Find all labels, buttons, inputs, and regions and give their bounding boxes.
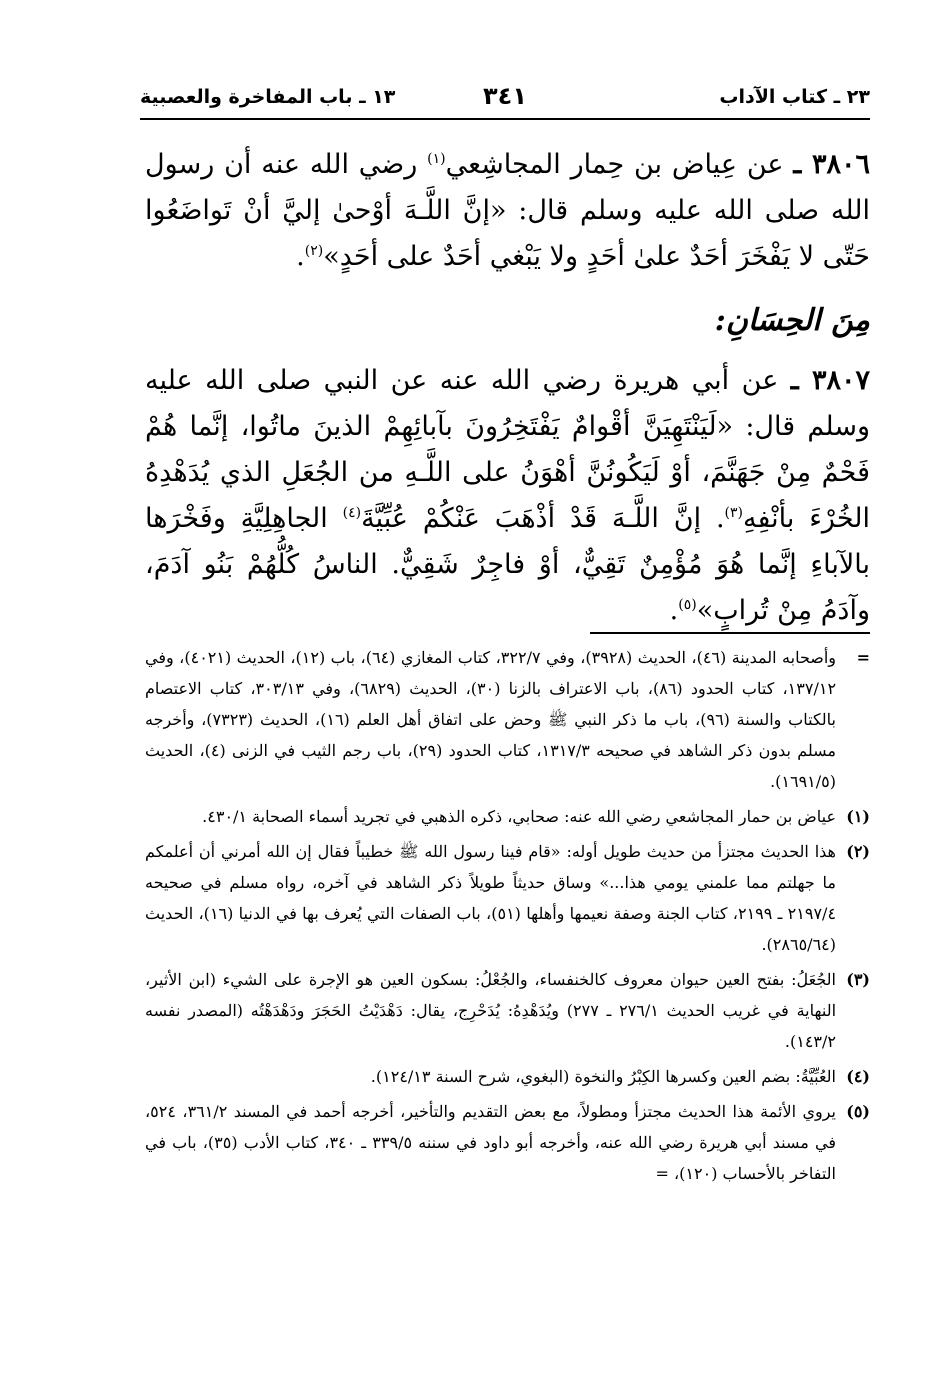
hadith-text: عن عِياض بن حِمار المجاشِعي (445, 149, 784, 180)
hadith-3807 (145, 358, 870, 634)
section-heading: مِنَ الحِسَانِ: (714, 303, 870, 338)
section-title-header: ١٣ ـ باب المفاخرة والعصبية (140, 86, 396, 108)
footnote-5 (145, 1096, 870, 1189)
hadith-text: الجاهِلِيَّةِ وفَخْرَها بالآباءِ إنَّما هُوَ مُؤْمِنٌ تَقِيٌّ، أوْ فاجِرٌ شَقِيٌّ. الناسُ كُلُّهُمْ بَنُو آدَمَ، وآدَمُ مِنْ تُرابٍ» (145, 503, 870, 626)
footnote-ref: (٣) (724, 505, 743, 521)
footnote-marker: (٤) (846, 1067, 870, 1086)
footnote-separator (590, 632, 870, 634)
footnote-ref: (٢) (304, 243, 324, 259)
footnote-text: الجُعَلُ: بفتح العين حيوان معروف كالخنفساء، والجُعْلُ: بسكون العين هو الإجرة على الشيء (ابن الأثير، النهاية في غريب الحديث ٢٧٦/١ ـ ٢٧٧) ويُدَهْدِهُ: يُدَحْرِج، يقال: دَهْدَيْتُ الحَجَرَ ودَهْدَهْتُه (المصدر نفسه ١٤٣/٢). (145, 970, 837, 1051)
footnote-marker: (١) (846, 807, 870, 826)
footnote-3 (145, 964, 870, 1057)
footnote-text: عياض بن حمار المجاشعي رضي الله عنه: صحابي، ذكره الذهبي في تجريد أسماء الصحابة ٤٣٠/١. (202, 807, 836, 826)
footnote-marker: (٣) (846, 970, 870, 989)
footnote-ref: (٥) (678, 597, 697, 613)
footnote-marker: (٢) (846, 842, 870, 861)
footnote-ref: (١) (427, 151, 446, 167)
hadith-text: عن أبي هريرة رضي الله عنه عن النبي صلى الله عليه وسلم قال: «لَيَنْتَهِيَنَّ أقْوامٌ يَفْتَخِرُونَ بآبائِهِمْ الذينَ ماتُوا، إنَّما هُمْ فَحْمٌ مِنْ جَهَنَّمَ، أوْ لَيَكُونُنَّ أهْوَنُ على اللَّـهِ من الجُعَلِ الذي يُدَهْدِهُ الخُرْءَ بأنْفِهِ (145, 365, 870, 534)
footnote-ref: (٤) (342, 505, 362, 521)
hadith-3806 (145, 142, 870, 280)
footnote-text: وأصحابه المدينة (٤٦)، الحديث (٣٩٢٨)، وفي ٣٢٢/٧، كتاب المغازي (٦٤)، باب (١٢)، الحديث (٤٠٢١)، وفي ١٣٧/١٢، كتاب الحدود (٨٦)، باب الاعتراف بالزنا (٣٠)، الحديث (٦٨٢٩)، وفي ٣٠٣/١٣، كتاب الاعتصام بالكتاب والسنة (٩٦)، باب ما ذكر النبي ﷺ وحض على اتفاق أهل العلم (١٦)، الحديث (٧٣٢٣)، وأخرجه مسلم بدون ذكر الشاهد في صحيحه ١٣١٧/٣، كتاب الحدود (٢٩)، باب رجم الثيب في الزنى (٤)، الحديث (١٦٩١/٥). (145, 648, 837, 791)
footnote-text: يروي الأئمة هذا الحديث مجتزأ ومطولاً، مع بعض التقديم والتأخير، أخرجه أحمد في المسند ٣٦١/٢، ٥٢٤، في مسند أبي هريرة رضي الله عنه، وأخرجه أبو داود في سننه ٣٣٩/٥ ـ ٣٤٠، كتاب الأدب (٣٥)، باب في التفاخر بالأحساب (١٢٠)، = (145, 1102, 837, 1183)
hadith-text: . إنَّ اللَّـهَ قَدْ أذْهَبَ عَنْكُمْ عُبِّيَّةَ (361, 503, 725, 534)
hadith-text: رضي الله عنه أن رسول الله صلى الله عليه وسلم قال: «إنَّ اللَّـهَ أوْحىٰ إليَّ أنْ تَواضَعُوا حَتّى لا يَفْخَرَ أحَدٌ علىٰ أحَدٍ ولا يَبْغي أحَدٌ على أحَدٍ» (145, 149, 870, 272)
chapter-title: ٢٣ ـ كتاب الآداب (719, 86, 870, 108)
footnote-continuation (145, 642, 870, 797)
main-text (145, 142, 870, 634)
footnote-marker: (٥) (846, 1102, 870, 1121)
footnote-4 (145, 1061, 870, 1092)
footnotes (145, 642, 870, 1193)
punctuation: . (296, 241, 305, 272)
footnote-2 (145, 836, 870, 960)
punctuation: . (669, 595, 679, 626)
footnote-1 (145, 801, 870, 832)
footnote-text: هذا الحديث مجتزأ من حديث طويل أوله: «قام فينا رسول الله ﷺ خطيباً فقال إن الله أمرني أن أعلمكم ما جهلتم مما علمني يومي هذا...» وساق حديثاً طويلاً ذكر الشاهد في آخره، رواه مسلم في صحيحه ٢١٩٧/٤ ـ ٢١٩٩، كتاب الجنة وصفة نعيمها وأهلها (٥١)، باب الصفات التي يُعرف بها في الدنيا (١٦)، الحديث (٢٨٦٥/٦٤). (145, 842, 837, 954)
hadith-number: ٣٨٠٦ ـ (793, 149, 870, 180)
page-number: ٣٤١ (483, 82, 527, 110)
footnote-marker: = (856, 648, 870, 667)
running-header (140, 82, 870, 120)
hadith-number: ٣٨٠٧ ـ (790, 365, 871, 396)
footnote-text: العُبِّيَّةُ: بضم العين وكسرها الكِبْرُ والنخوة (البغوي، شرح السنة ١٢٤/١٣). (370, 1067, 836, 1086)
